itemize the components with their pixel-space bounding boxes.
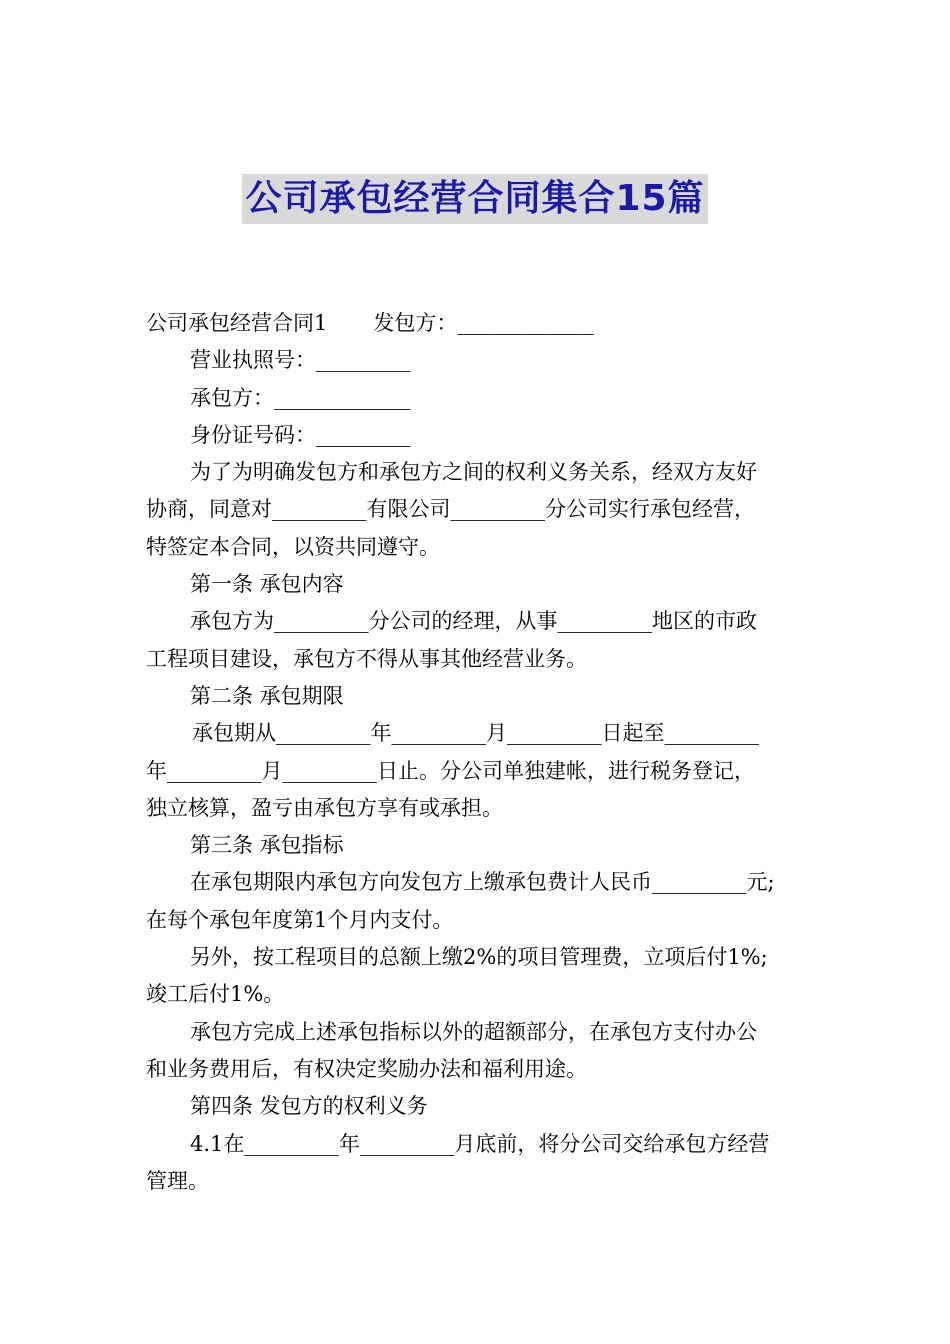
paragraph-line: 协商，同意对_________有限公司_________分公司实行承包经营， [146,497,755,522]
document-body [146,305,810,1200]
paragraph-line: 在承包期限内承包方向发包方上缴承包费计人民币_________元; [190,870,775,895]
article-heading: 第三条 承包指标 [190,833,344,858]
paragraph-line: 4.1在_________年_________月底前，将分公司交给承包方经营 [190,1131,770,1156]
paragraph-line: 管理。 [146,1168,209,1193]
id-number-field: 身份证号码：_________ [190,422,411,447]
paragraph-line: 承包期从_________年_________月_________日起至_________ [192,721,759,746]
paragraph-line: 独立核算，盈亏由承包方享有或承担。 [146,795,503,820]
paragraph-line: 竣工后付1%。 [146,982,285,1007]
contractor-field: 承包方：_____________ [190,385,411,410]
paragraph-line: 承包方完成上述承包指标以外的超额部分，在承包方支付办公 [190,1019,757,1044]
paragraph-line: 年_________月_________日止。分公司单独建帐，进行税务登记， [146,758,755,783]
employer-field: 发包方：_____________ [373,311,594,335]
article-heading: 第四条 发包方的权利义务 [190,1094,428,1119]
paragraph-line: 在每个承包年度第1个月内支付。 [146,907,454,932]
paragraph-line: 和业务费用后，有权决定奖励办法和福利用途。 [146,1056,587,1081]
article-heading: 第一条 承包内容 [190,572,344,597]
license-number-field: 营业执照号：_________ [190,348,411,373]
paragraph-line: 工程项目建设，承包方不得从事其他经营业务。 [146,646,587,671]
paragraph-line: 另外，按工程项目的总额上缴2%的项目管理费，立项后付1%; [190,945,768,970]
document-title: 公司承包经营合同集合15篇 [242,174,707,224]
contract-heading-line [146,305,810,342]
contract-number: 公司承包经营合同1 [146,311,328,335]
title-area [0,174,950,224]
paragraph-line: 承包方为_________分公司的经理，从事_________地区的市政 [190,609,757,634]
paragraph-line: 特签定本合同，以资共同遵守。 [146,534,440,559]
paragraph-line: 为了为明确发包方和承包方之间的权利义务关系，经双方友好 [190,460,757,485]
article-heading: 第二条 承包期限 [190,683,344,708]
